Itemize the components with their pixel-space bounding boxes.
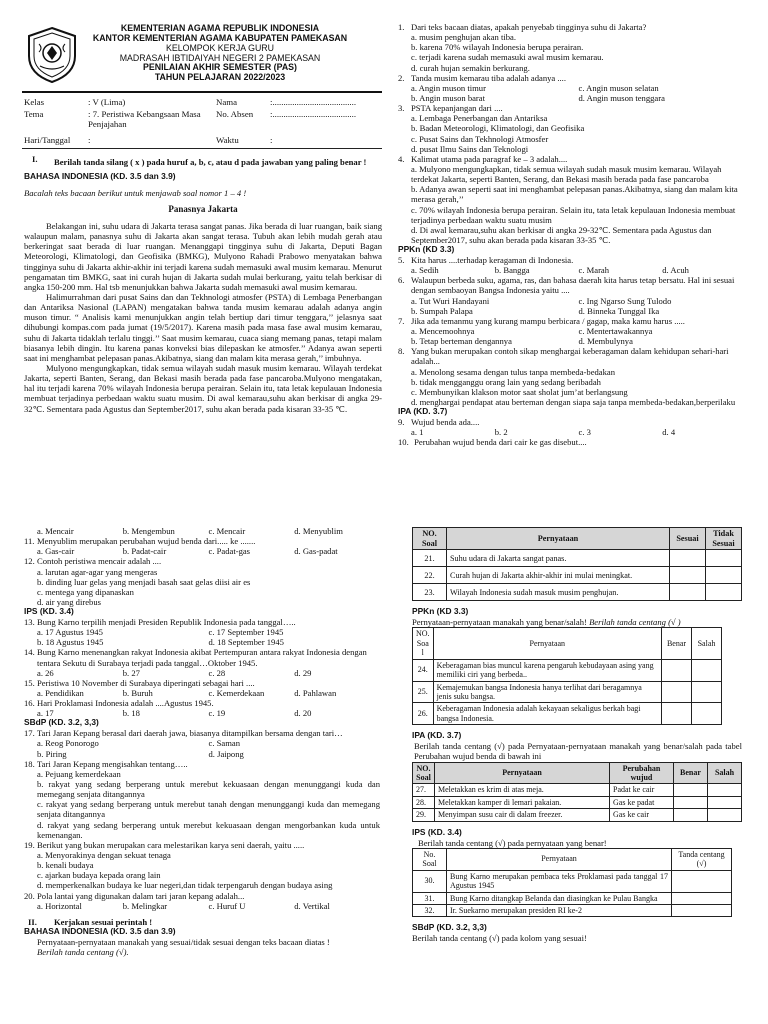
answer-cell[interactable] xyxy=(706,550,742,567)
question-17-text: Tari Jaran Kepang berasal dari daerah jawa, biasanya ditampilkan bersama dengan tari… xyxy=(37,728,343,739)
question-11-text: Menyublim merupakan perubahan wujud benda dari..... ke ....... xyxy=(37,536,256,547)
table-row xyxy=(413,659,722,681)
question-13-text: Bung Karno terpilih menjadi Presiden Republik Indonesia pada tanggal….. xyxy=(37,617,296,628)
row-statement: Wilayah Indonesia sudah masuk musim penghujan. xyxy=(447,584,670,601)
question-15-text: Peristiwa 10 November di Surabaya diperingati sebagai hari .... xyxy=(37,677,255,688)
q5-option-d: d. Acuh xyxy=(662,265,689,276)
q18-option-b: b. rakyat yang sedang berperang untuk merebut kekuasaan dengan menunggangi kuda dan memegang senjata ditangannya xyxy=(37,779,380,800)
q11-option-c: c. Padat-gas xyxy=(208,546,251,557)
table-row xyxy=(413,892,732,904)
q9-option-d: d. 4 xyxy=(662,427,676,438)
q3-option-d: d. pusat Ilmu Sains dan Teknologi xyxy=(411,143,529,154)
ministry-logo xyxy=(25,26,79,84)
q7-options xyxy=(398,326,746,346)
part2-bi-instruction: Pernyataan-pernyataan manakah yang sesuai/tidak sesuai dengan teks bacaan diatas ! xyxy=(37,936,330,947)
q15-option-b: b. Buruh xyxy=(122,688,153,699)
th-tidak-sesuai: Tidak Sesuai xyxy=(706,528,742,550)
q15-option-d: d. Pahlawan xyxy=(294,688,337,699)
q9-option-b: b. 2 xyxy=(494,427,508,438)
tema-label: Tema xyxy=(24,109,44,119)
q8-option-d: d. menghargai pendapat atau berteman dengan siapa saja tanpa membeda-bedakan,berperilaku xyxy=(411,396,736,407)
q9-options xyxy=(398,427,746,437)
answer-cell[interactable] xyxy=(708,809,742,821)
q4-option-b: b. Adanya awan seperti saat ini menghambat pelepasan panas.Akibatnya, siang dan malam kita merasa gerah,’’ xyxy=(411,184,738,205)
q13-option-a: a. 17 Agustus 1945 xyxy=(37,627,103,638)
row-no: 31. xyxy=(413,892,447,904)
reading-title: Panasnya Jakarta xyxy=(168,204,238,215)
answer-cell[interactable] xyxy=(708,796,742,808)
q17-option-d: d. Jaipong xyxy=(208,748,244,759)
q7-option-b: b. Tetap berteman dengannya xyxy=(411,336,512,347)
question-19: 19. Berikut yang bukan merupakan cara melestarikan karya seni daerah, yaitu ..... xyxy=(24,839,305,850)
question-2: 2. Tanda musim kemarau tiba adalah adanya .... xyxy=(398,72,566,83)
question-6: 6. Walaupun berbeda suku, agama, ras, dan bahasa daerah kita harus tetap bersatu. Hal ini sesuai dengan sembaoyan Bangsa Indonesia yaitu .... xyxy=(398,275,746,295)
part2-roman: II. xyxy=(28,916,37,927)
q10-option-c: c. Mencair xyxy=(208,526,246,536)
q5-option-c: c. Marah xyxy=(578,265,610,276)
nama-label: Nama xyxy=(216,97,238,107)
th-perubahan: Perubahan wujud xyxy=(610,762,674,784)
q14-option-c: c. 28 xyxy=(208,667,226,678)
answer-cell[interactable] xyxy=(674,809,708,821)
q18-option-a: a. Pejuang kemerdekaan xyxy=(37,768,121,779)
question-8-text: Yang bukan merupakan contoh sikap menghargai keberagaman dalam kehidupan sehari-hari adalah... xyxy=(411,346,729,367)
subject-bahasa-2: BAHASA INDONESIA (KD. 3.5 dan 3.9) xyxy=(24,926,176,937)
header-line1: KEMENTERIAN AGAMA REPUBLIK INDONESIA xyxy=(120,23,320,33)
part1-instruction-row xyxy=(24,154,382,170)
q10-option-d: d. Menyublim xyxy=(294,526,343,536)
question-16-text: Hari Proklamasi Indonesia adalah ....Agustus 1945. xyxy=(37,698,214,709)
th-no: NO. Soal xyxy=(413,528,447,550)
question-11: 11. Menyublim merupakan perubahan wujud benda dari..... ke ....... xyxy=(24,536,256,547)
table-row xyxy=(413,681,722,703)
q2-options xyxy=(398,83,746,103)
q15-option-a: a. Pendidikan xyxy=(37,688,84,699)
question-16: 16. Hari Proklamasi Indonesia adalah ....Agustus 1945. xyxy=(24,698,214,709)
subject-ips: IPS (KD. 3.4) xyxy=(24,606,74,617)
q10-option-a: a. Mencair xyxy=(37,526,74,536)
q20-option-d: d. Vertikal xyxy=(294,900,330,911)
header-line6: TAHUN PELAJARAN 2022/2023 xyxy=(154,72,286,83)
row-statement: Menyimpan susu cair di dalam freezer. xyxy=(435,809,610,821)
q3-option-a: a. Lembaga Penerbangan dan Antariksa xyxy=(411,113,548,124)
header-line4: MADRASAH IBTIDAIYAH NEGERI 2 PAMEKASAN xyxy=(119,52,321,63)
q14-option-a: a. 26 xyxy=(37,667,54,678)
question-8: 8. Yang bukan merupakan contoh sikap menghargai keberagaman dalam kehidupan sehari-hari adalah... xyxy=(398,346,746,366)
th-sesuai: Sesuai xyxy=(670,528,706,550)
header-line2: KANTOR KEMENTERIAN AGAMA KABUPATEN PAMEKASAN xyxy=(92,32,348,43)
question-6-text: Walaupun berbeda suku, agama, ras, dan bahasa daerah kita harus tetap bersatu. Hal ini sesuai dengan sembaoyan Bangsa Indonesia yaitu .... xyxy=(411,275,735,296)
q20-option-b: b. Melingkar xyxy=(122,900,168,911)
q16-option-d: d. 20 xyxy=(294,708,312,719)
q18-option-d: d. rakyat yang sedang berperang untuk merebut kekuasaan dengan mengorbankan kuda untuk kemenangan. xyxy=(37,819,380,840)
row-no: 30. xyxy=(413,870,447,892)
q1-option-b: b. karena 70% wilayah Indonesia berupa perairan. xyxy=(411,42,584,53)
q10-options xyxy=(24,526,380,536)
tables-block xyxy=(412,527,742,943)
row-no: 26. xyxy=(413,703,434,725)
subject-bahasa: BAHASA INDONESIA (KD. 3.5 dan 3.9) xyxy=(24,171,176,182)
answer-cell[interactable] xyxy=(692,659,722,681)
question-14-text: Bung Karno menenangkan rakyat Indonesia akibat Pertempuran antara rakyat Indonesia dengan tentara Sekutu di Surabaya terjadi pada tanggal…Oktober 1945. xyxy=(37,647,367,668)
q1-option-d: d. curah hujan semakin berkurang. xyxy=(411,62,530,73)
q12-option-d: d. air yang direbus xyxy=(37,596,101,607)
header-line3: KELOMPOK KERJA GURU xyxy=(165,42,275,53)
q5-options xyxy=(398,265,746,275)
subject-ipa-2: IPA (KD. 3.7) xyxy=(412,730,462,741)
ppkn2-instruction-row xyxy=(412,617,742,627)
q8-option-c: c. Membunyikan klakson motor saat sholat jum’at berlangsung xyxy=(411,386,628,397)
q3-option-b: b. Badan Meteorologi, Klimatologi, dan Geofisika xyxy=(411,123,585,134)
q16-option-c: c. 19 xyxy=(208,708,226,719)
subject-ipa: IPA (KD. 3.7) xyxy=(398,406,448,417)
reading-note: Bacalah teks bacaan berikut untuk menjawab soal nomor 1 – 4 ! xyxy=(24,188,247,199)
q1-option-a: a. musim penghujan akan tiba. xyxy=(411,32,517,43)
q14-option-d: d. 29 xyxy=(294,667,312,678)
q20-option-c: c. Huruf U xyxy=(208,900,246,911)
q2-option-d: d. Angin muson tenggara xyxy=(578,92,665,103)
question-1: 1. Dari teks bacaan diatas, apakah penyebab tingginya suhu di Jakarta? xyxy=(398,22,647,32)
table-ipa xyxy=(412,762,742,822)
answer-cell[interactable] xyxy=(692,703,722,725)
table-ipa-header xyxy=(413,762,742,784)
answer-cell[interactable] xyxy=(670,584,706,601)
subject-ips-2: IPS (KD. 3.4) xyxy=(412,826,462,837)
row-statement: Keberagaman bias muncul karena pengaruh kebudayaan asing yang memiliki ciri yang berbeda.. xyxy=(433,659,661,681)
questions-10-20 xyxy=(24,526,380,957)
question-4-text: Kalimat utama pada paragraf ke – 3 adalah.... xyxy=(411,153,568,164)
q13-option-b: b. 18 Agustus 1945 xyxy=(37,637,104,648)
answer-cell[interactable] xyxy=(670,550,706,567)
table-ppkn-header xyxy=(413,628,722,659)
q11-option-b: b. Padat-cair xyxy=(122,546,167,557)
q17-option-c: c. Saman xyxy=(208,738,241,749)
q17-option-a: a. Reog Ponorogo xyxy=(37,738,99,749)
th-pernyataan: Pernyataan xyxy=(447,528,670,550)
row-no: 32. xyxy=(413,904,447,916)
row-no: 28. xyxy=(413,796,435,808)
question-3-text: PSTA kepanjangan dari .... xyxy=(411,103,503,114)
absen-value: :...................................... xyxy=(270,109,357,119)
reading-paragraph-2: Halimurrahman dari pusat Sains dan dan Tekhnologi atmosfer (PSTA) di Lembaga Penerbangan dan Antariksa Nasional (LAPAN) mengatakan bahwa tanda musim kemarau adalah adanya angin muson timur. “ Analisis kami menunjukkan angin telah bertiup dari timur tenggara,’’ jelasnya saat dihubungi kompas.com pada jumat (19/5/2017). Karena masih pada masa fase awal musim kemarau, suhu di Jakarta tidaklah terlalu tinggi.’’ Saat musim kemarau, cuaca siang memang panas, tetapi malam biasanya lebih dingin. Itu karena panas konveksi bias dilepaskan ke atmosfer.’’ Adanya awan seperti saat ini menghambat pelepasan panas.Akibatnya, siang dan malam kita merasa gerah,’’ imbuhnya. xyxy=(24,291,382,363)
q6-option-a: a. Tut Wuri Handayani xyxy=(411,295,490,306)
table-ppkn xyxy=(412,627,722,725)
q15-option-c: c. Kemerdekaan xyxy=(208,688,265,699)
absen-label: No. Absen xyxy=(216,109,254,119)
q14-option-b: b. 27 xyxy=(122,667,140,678)
row-no: 24. xyxy=(413,659,434,681)
row-change: Padat ke cair xyxy=(610,784,674,796)
question-10: 10. Perubahan wujud benda dari cair ke gas disebut.... xyxy=(398,437,587,448)
answer-cell[interactable] xyxy=(708,784,742,796)
subject-ppkn: PPKn (KD 3.3) xyxy=(398,244,455,255)
question-4: 4. Kalimat utama pada paragraf ke – 3 adalah.... xyxy=(398,153,568,164)
table-row xyxy=(413,904,732,916)
q16-option-a: a. 17 xyxy=(37,708,54,719)
q10-option-b: b. Mengembun xyxy=(122,526,175,536)
answer-cell[interactable] xyxy=(692,681,722,703)
subject-sbdp-2: SBdP (KD. 3.2, 3,3) xyxy=(412,922,487,933)
q20-option-a: a. Horizontal xyxy=(37,900,82,911)
kelas-label: Kelas xyxy=(24,97,45,107)
question-2-text: Tanda musim kemarau tiba adalah adanya .... xyxy=(411,72,566,83)
row-statement: Bung Karno merupakan pembaca teks Proklamasi pada tanggal 17 Agustus 1945 xyxy=(447,870,672,892)
q19-option-a: a. Menyorakinya dengan sekuat tenaga xyxy=(37,850,171,861)
q9-option-c: c. 3 xyxy=(578,427,591,438)
question-20: 20. Pola lantai yang digunakan dalam tari jaran kepang adalah... xyxy=(24,890,245,901)
row-change: Gas ke padat xyxy=(610,796,674,808)
q12-option-a: a. larutan agar-agar yang mengeras xyxy=(37,566,158,577)
question-7: 7. Jika ada temanmu yang kurang mampu berbicara / gagap, maka kamu harus ..... xyxy=(398,315,685,326)
q18-option-c: c. rakyat yang sedang berperang untuk merebut tanah dengan menunggangi kuda dan memegang senjata ditangannya xyxy=(37,799,380,820)
th-salah: Salah xyxy=(692,628,722,659)
q16-option-b: b. 18 xyxy=(122,708,140,719)
table-row xyxy=(413,809,742,821)
table-ips xyxy=(412,848,732,918)
row-no: 21. xyxy=(413,550,447,567)
q19-option-d: d. memperkenalkan budaya ke luar negeri,dan tidak terpengaruh dengan budaya asing xyxy=(37,880,333,891)
part1-instruction: Berilah tanda silang ( x ) pada huruf a, b, c, atau d pada jawaban yang paling benar ! xyxy=(54,157,367,167)
answer-cell[interactable] xyxy=(670,567,706,584)
ppkn2-instruction: Pernyataan-pernyataan manakah yang benar/salah! xyxy=(412,617,587,628)
q7-option-a: a. Mencemoohnya xyxy=(411,325,475,336)
q17-option-b: b. Piring xyxy=(37,748,67,759)
row-statement: Kemajemukan bangsa Indonesia hanya terlihat dari beragamnya jenis suku bangsa. xyxy=(433,681,661,703)
q12-option-b: b. dinding luar gelas yang menjadi basah saat gelas diisi air es xyxy=(37,576,251,587)
th-pernyataan: Pernyataan xyxy=(435,762,610,784)
row-no: 29. xyxy=(413,809,435,821)
q4-option-c: c. 70% wilayah Indonesia berupa perairan. Selain itu, tata letak kepulauan Indonesia membuat terjadinya perbedaan waktu suatu musim xyxy=(411,204,736,225)
row-statement: Bung Karno ditangkap Belanda dan diasingkan ke Pulau Bangka xyxy=(447,892,672,904)
questions-1-10 xyxy=(398,22,746,447)
part1-roman: I. xyxy=(32,154,38,164)
q6-option-c: c. Ing Ngarso Sung Tulodo xyxy=(578,295,672,306)
q12-option-c: c. mentega yang dipanaskan xyxy=(37,586,134,597)
th-salah: Salah xyxy=(708,762,742,784)
row-statement: Curah hujan di Jakarta akhir-akhir ini mulai meningkat. xyxy=(447,567,670,584)
subject-ppkn-2: PPKn (KD 3.3) xyxy=(412,606,469,617)
q6-option-b: b. Sumpah Palapa xyxy=(411,305,473,316)
q13-option-c: c. 17 September 1945 xyxy=(208,627,284,638)
q11-option-d: d. Gas-padat xyxy=(294,546,338,557)
table-row xyxy=(413,584,742,601)
question-12: 12. Contoh peristiwa mencair adalah .... xyxy=(24,556,162,567)
q4-option-d: d. Di awal kemarau,suhu akan berkisar di angka 29-32℃. Sementara pada Agustus dan September2017, suhu akan berada pada kisaran 33-35 ℃. xyxy=(411,224,712,245)
answer-cell[interactable] xyxy=(672,870,732,892)
q15-options xyxy=(24,688,380,698)
answer-cell[interactable] xyxy=(706,567,742,584)
q13-option-d: d. 18 September 1945 xyxy=(208,637,284,648)
question-5: 5. Kita harus ....terhadap keragaman di Indonesia. xyxy=(398,255,574,265)
question-18-text: Tari Jaran Kepang mengisahkan tentang….. xyxy=(37,758,188,769)
q3-option-c: c. Pusat Sains dan Tekhnologi Atmosfer xyxy=(411,133,549,144)
row-statement: Suhu udara di Jakarta sangat panas. xyxy=(447,550,670,567)
row-no: 27. xyxy=(413,784,435,796)
question-13: 13. Bung Karno terpilih menjadi Presiden Republik Indonesia pada tanggal….. xyxy=(24,617,296,628)
th-no: NO. Soal xyxy=(413,762,435,784)
q2-option-a: a. Angin muson timur xyxy=(411,82,486,93)
question-14: 14. Bung Karno menenangkan rakyat Indonesia akibat Pertempuran antara rakyat Indonesia dengan tentara Sekutu di Surabaya terjadi pada tanggal…Oktober 1945. xyxy=(24,647,380,667)
q19-option-c: c. ajarkan budaya kepada orang lain xyxy=(37,870,161,881)
q4-option-a: a. Mulyono mengungkapkan, tidak semua wilayah sudah masuk musim kemarau. Wilayah terdekat Jakarta, seperti Banten, Serang, dan Bekasi masih berada pada fase pancaroba xyxy=(411,163,722,185)
q20-options xyxy=(24,901,380,911)
info-rule xyxy=(22,148,382,149)
q11-option-a: a. Gas-cair xyxy=(37,546,75,557)
table-row xyxy=(413,796,742,808)
q9-option-a: a. 1 xyxy=(411,427,424,438)
q5-option-b: b. Bangga xyxy=(494,265,530,276)
table-row xyxy=(413,870,732,892)
sbdp2-instruction: Berilah tanda centang (√) pada kolom yang sesuai! xyxy=(412,933,587,944)
q13-options xyxy=(24,627,380,647)
waktu-label: Waktu xyxy=(216,135,239,145)
question-18: 18. Tari Jaran Kepang mengisahkan tentang….. xyxy=(24,758,188,769)
q1-option-c: c. terjadi karena sudah memasuki awal musim kemarau. xyxy=(411,52,604,63)
question-10-text: Perubahan wujud benda dari cair ke gas disebut.... xyxy=(414,437,587,448)
reading-paragraph-3: Mulyono mengungkapkan, tidak semua wilayah sudah masuk musim kemarau. Wilayah terdekat Jakarta, seperti Banten, Serang, dan Bekasi masih berada pada fase pancaroba.Mulyono mengatakan, hal itu terjadi karena 70% wilayah Indonesia berupa perairan. Selain itu, tata letak kepulauan Indonesia membuat terjadinya perbedaan waktu suatu musim. Di awal kemarau,suhu akan berkisar di angka 29-32℃. Sementara pada Agustus dan September2017, suhu akan berada pada kisaran 33-35 ℃. xyxy=(24,362,382,414)
row-statement: Keberagaman Indonesia adalah kekayaan sekaligus berkah bagi bangsa Indonesia. xyxy=(433,703,661,725)
row-statement: Meletakkan es krim di atas meja. xyxy=(435,784,610,796)
q7-option-d: d. Membulynya xyxy=(578,336,633,347)
th-no: NO. Soa l xyxy=(413,628,434,659)
q17-options xyxy=(24,738,380,758)
table-row xyxy=(413,550,742,567)
waktu-value: : xyxy=(270,135,273,145)
table-row xyxy=(413,703,722,725)
table-row xyxy=(413,567,742,584)
row-statement: Ir. Suekarno merupakan presiden RI ke-2 xyxy=(447,904,672,916)
part2-bi-check-note: Berilah tanda centang (√). xyxy=(37,947,129,958)
row-statement: Meletakkan kamper di lemari pakaian. xyxy=(435,796,610,808)
answer-cell[interactable] xyxy=(674,796,708,808)
part2-title: Kerjakan sesuai perintah ! xyxy=(54,916,153,927)
row-change: Gas ke cair xyxy=(610,809,674,821)
th-benar: Benar xyxy=(662,628,692,659)
question-3: 3. PSTA kepanjangan dari .... xyxy=(398,103,503,114)
hari-label: Hari/Tanggal xyxy=(24,135,71,145)
q11-options xyxy=(24,546,380,556)
question-12-text: Contoh peristiwa mencair adalah .... xyxy=(37,556,162,567)
th-tanda-centang: Tanda centang (√) xyxy=(672,848,732,870)
answer-cell[interactable] xyxy=(674,784,708,796)
q2-option-b: b. Angin muson barat xyxy=(411,92,485,103)
row-no: 23. xyxy=(413,584,447,601)
question-17: 17. Tari Jaran Kepang berasal dari daerah jawa, biasanya ditampilkan bersama dengan tari… xyxy=(24,728,343,739)
answer-cell[interactable] xyxy=(672,904,732,916)
q8-option-a: a. Menolong sesama dengan tulus tanpa membeda-bedakan xyxy=(411,366,616,377)
question-5-text: Kita harus ....terhadap keragaman di Indonesia. xyxy=(411,255,574,265)
table-bahasa xyxy=(412,527,742,601)
th-pernyataan: Pernyataan xyxy=(447,848,672,870)
answer-cell[interactable] xyxy=(706,584,742,601)
answer-cell[interactable] xyxy=(662,703,692,725)
q5-option-a: a. Sedih xyxy=(411,265,439,276)
q14-options xyxy=(24,668,380,678)
th-no: No. Soal xyxy=(413,848,447,870)
table-row xyxy=(413,784,742,796)
tema-value: : 7. Peristiwa Kebangsaan Masa Penjajahan xyxy=(88,109,201,130)
answer-cell[interactable] xyxy=(662,681,692,703)
kelas-value: : V (Lima) xyxy=(88,97,126,107)
question-15: 15. Peristiwa 10 November di Surabaya diperingati sebagai hari .... xyxy=(24,677,255,688)
ppkn2-check-note: Berilah tanda centang (√ ) xyxy=(589,617,681,628)
ipa2-instruction: Berilah tanda centang (√) pada Pernyataan-pernyataan manakah yang benar/salah pada tabel Perubahan wujud benda di bawah ini xyxy=(414,741,742,762)
letterhead xyxy=(72,24,368,83)
q8-option-b: b. tidak mengganggu orang lain yang sedang beribadah xyxy=(411,376,601,387)
table-bahasa-header xyxy=(413,528,742,550)
row-no: 25. xyxy=(413,681,434,703)
question-20-text: Pola lantai yang digunakan dalam tari jaran kepang adalah... xyxy=(37,890,245,901)
ips2-instruction: Berilah tanda centang (√) pada pernyataan yang benar! xyxy=(418,837,607,848)
header-rule xyxy=(22,91,382,93)
question-9: 9. Wujud benda ada.... xyxy=(398,417,480,428)
q7-option-c: c. Mentertawakannya xyxy=(578,325,653,336)
table-ips-header xyxy=(413,848,732,870)
q6-options xyxy=(398,296,746,316)
nama-value: :...................................... xyxy=(270,97,357,107)
th-pernyataan: Pernyataan xyxy=(433,628,661,659)
hari-value: : xyxy=(88,135,91,145)
answer-cell[interactable] xyxy=(662,659,692,681)
question-9-text: Wujud benda ada.... xyxy=(411,417,480,428)
subject-sbdp: SBdP (KD. 3.2, 3,3) xyxy=(24,717,99,728)
header-line5: PENILAIAN AKHIR SEMESTER (PAS) xyxy=(143,62,297,73)
question-19-text: Berikut yang bukan merupakan cara melestarikan karya seni daerah, yaitu ..... xyxy=(37,839,305,850)
answer-cell[interactable] xyxy=(672,892,732,904)
q6-option-d: d. Binneka Tunggal Ika xyxy=(578,305,660,316)
q19-option-b: b. kenali budaya xyxy=(37,860,94,871)
row-no: 22. xyxy=(413,567,447,584)
q2-option-c: c. Angin muson selatan xyxy=(578,82,659,93)
part1-block xyxy=(24,154,382,414)
question-1-text: Dari teks bacaan diatas, apakah penyebab tingginya suhu di Jakarta? xyxy=(411,22,647,32)
reading-paragraph-1: Belakangan ini, suhu udara di Jakarta terasa sangat panas. Jika berada di luar ruangan, baik siang walaupun malam, panasnya suhu di Jakarta akan sangat terasa. Tubuh akan lebih mudah gerah atau berkeringat saat berada di luar ruangan. Menanggapi tingginya suhu di Jakarta, Deputi Bagan Meteorologi, Klimatologi, dan Geofisika (BMKG), Mulyono Rahadi Prabowo menyatakan bahwa tingginya suhu di Jakarta akhir-akhir ini terjadi karena sudah memasuki awal musim kemarau. Menurut pengamatan tim BMKG, saat ini curah hujan di Jakarta sudah mulai berkurang, yaitu telah berkisar di angka 150-200 mm. Hal tsb menunjukkan bahwa Jakarta sudah memasuki awal musim kemarau. xyxy=(24,220,382,292)
th-benar: Benar xyxy=(674,762,708,784)
question-7-text: Jika ada temanmu yang kurang mampu berbicara / gagap, maka kamu harus ..... xyxy=(411,315,685,326)
